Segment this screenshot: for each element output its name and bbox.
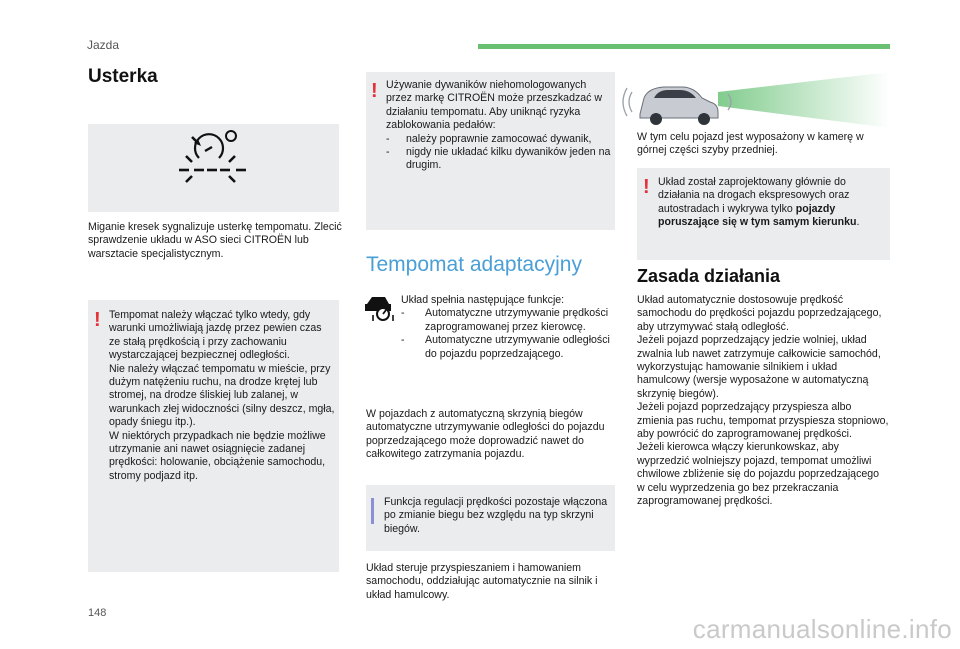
cruise-control-fault-icon (88, 124, 339, 212)
fault-description: Miganie kresek sygnalizuje usterkę tempomatu. Zlecić sprawdzenie układu w ASO sieci CITROËN lub warsztacie specjalistycznym. (88, 221, 342, 260)
section-accent-bar (478, 44, 890, 49)
warning-exclamation-icon: ! (643, 176, 650, 198)
list-item: - Automatyczne utrzymywanie odległości do pojazdu poprzedzającego. (401, 334, 610, 360)
auto-gearbox-text: W pojazdach z automatyczną skrzynią biegów automatyczne utrzymywanie odległości do pojazdu poprzedzającego może doprowadzić nawet do całkowitego zatrzymania pojazdu. (366, 408, 605, 461)
principle-text: Układ automatycznie dostosowuje prędkość samochodu do prędkości pojazdu poprzedzającego, aby utrzymywać stałą odległość. Jeżeli pojazd poprzedzający jedzie wolniej, układ zwalnia lub nawet zatrzymuje całkowicie samochód, wykorzystując hamowanie silnikiem i układ hamulcowy (wersje wyposażone w automatyczną skrzynię biegów). Jeżeli pojazd poprzedzający przyspiesza albo zmienia pas ruchu, tempomat przyspiesza stopniowo, aby powrócić do zaprogramowanej prędkości. Jeżeli kierowca włączy kierunkowskaz, aby wyprzedzić wolniejszy pojazd, tempomat umożliwi chwilowe zbliżenie się do pojazdu poprzedzającego w celu wyprzedzenia go bez przekraczania zaprogramowanej prędkości. (637, 294, 889, 508)
conditions-intro: Układ spełnia następujące funkcje: (401, 294, 565, 306)
design-warning-text: Układ został zaprojektowany głównie do działania na drogach ekspresowych oraz autostradach i wykrywa tylko pojazdy poruszające się w tym samym kierunku. (658, 176, 860, 229)
info-bar-icon (371, 498, 374, 524)
section-heading-adaptive-cruise: Tempomat adaptacyjny (366, 253, 582, 276)
list-item: - Automatyczne utrzymywanie prędkości zaprogramowanej przez kierowcę. (401, 307, 609, 333)
info-note-box (366, 485, 615, 551)
section-heading-principle: Zasada działania (637, 266, 781, 286)
fault-icon-box (88, 124, 339, 212)
safety-warning-text: Tempomat należy włączać tylko wtedy, gdy warunki umożliwiają jazdę przez pewien czas ze stałą prędkością i przy zachowaniu wystarczającej bezpiecznej odległości. Nie należy włączać tempomatu w mieście, przy dużym natężeniu ruchu, na drodze krętej lub stromej, na drodze śliskiej lub zalanej, w warunkach złej widoczności (silny deszcz, mgła, opady śniegu itp.). W niektórych przypadkach nie będzie możliwe utrzymanie ani nawet osiągnięcie zadanej prędkości: holowanie, obciążenie samochodu, stromy podjazd itp. (109, 309, 335, 482)
mat-warning-intro: Używanie dywaników niehomologowanych przez markę CITROËN może przeszkadzać w działaniu tempomatu. Aby uniknąć ryzyka zablokowania pedałów: (386, 79, 603, 132)
page-title: Usterka (88, 66, 158, 87)
list-item: - nigdy nie układać kilku dywaników jeden na drugim. (386, 146, 611, 172)
warning-exclamation-icon: ! (94, 309, 101, 331)
camera-description: W tym celu pojazd jest wyposażony w kamerę w górnej części szyby przedniej. (637, 131, 864, 157)
adaptive-cruise-control-icon (364, 294, 398, 322)
section-label: Jazda (87, 38, 120, 52)
warning-exclamation-icon: ! (371, 80, 378, 102)
watermark: carmanualsonline.info (692, 614, 952, 644)
safety-warning-box (88, 300, 339, 572)
list-item: - należy poprawnie zamocować dywanik, (386, 132, 592, 145)
page-number: 148 (88, 607, 107, 619)
info-note-text: Funkcja regulacji prędkości pozostaje włączona po zmianie biegu bez względu na typ skrzyni biegów. (384, 496, 608, 535)
control-description: Układ steruje przyspieszaniem i hamowaniem samochodu, oddziałując automatycznie na silnik i układ hamulcowy. (366, 562, 598, 601)
mat-warning-box (366, 72, 615, 230)
car-front-camera-illustration (618, 72, 890, 128)
design-warning-box (637, 168, 890, 260)
